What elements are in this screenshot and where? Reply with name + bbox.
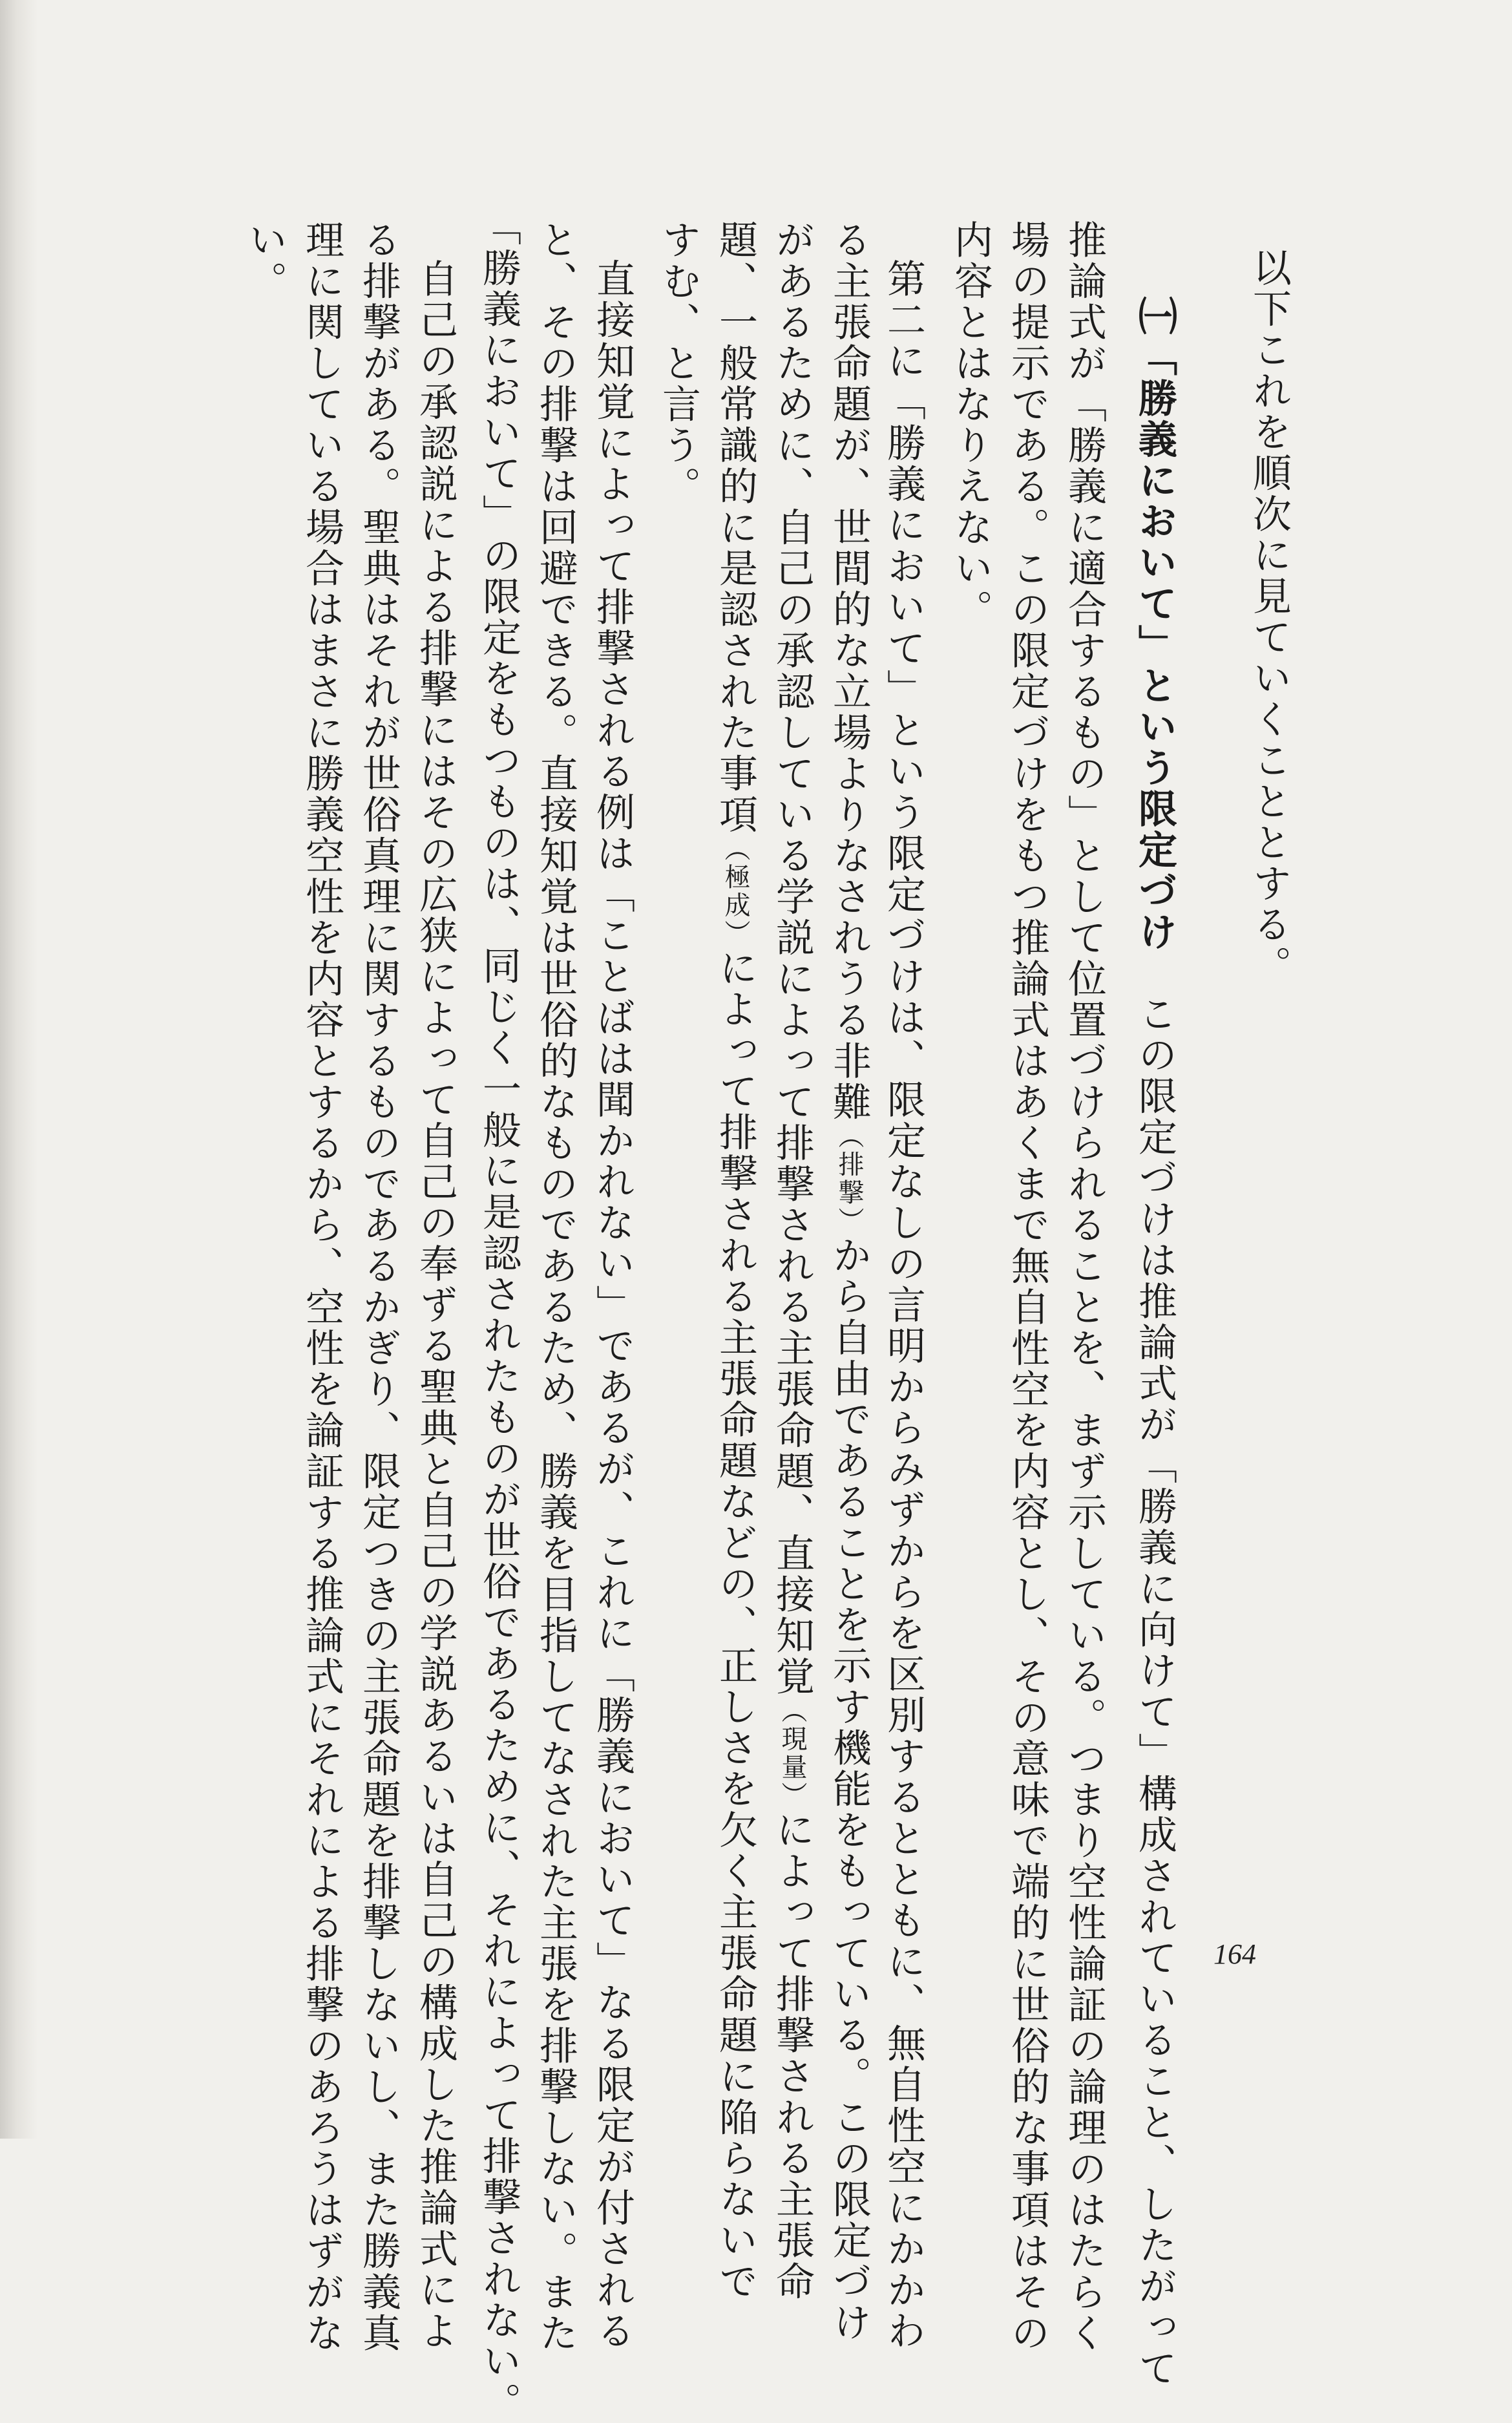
section-heading [1132,296,1177,953]
section-title: 「勝義において」という限定づけ [1132,337,1177,953]
section-number: ㈠ [1132,296,1177,337]
col7-part-a: る主張命題が、世間的な立場よりなされうる非難 [826,220,872,1123]
text-column-1: 以下これを順次に見ていくこととする。 [1246,248,1292,986]
section-body: この限定づけは推論式が「勝義に向けて」構成されていること、したがって [1132,953,1177,2389]
note-haigeki: （排撃） [834,1123,864,1235]
text-column-16: 理に関している場合はまさに勝義空性を内容とするから、空性を論証する推論式にそれによる排撃のあろうはずがな [299,220,344,2354]
text-column-10: すむ、と言う。 [656,220,701,507]
text-column-4: 場の提示である。この限定づけをもつ推論式はあくまで無自性空を内容とし、その意味で端的に世俗的な事項はその [1005,220,1050,2354]
text-column-14: 自己の承認説による排撃にはその広狭によって自己の奉ずる聖典と自己の学説あるいは自己の構成した推論式によ [413,259,458,2352]
page-number: 164 [1213,1938,1256,1970]
col7-part-b: から自由であることを示す機能をもっている。この限定づけ [826,1235,872,2344]
col9-part-b: によって排撃される主張命題などの、正しさを欠く主張命題に陥らないで [713,947,758,2302]
col9-part-a: 題、一般常識的に是認された事項 [713,220,758,836]
text-column-9 [707,220,764,2302]
text-column-12: と、その排撃は回避できる。直接知覚は世俗的なものであるため、勝義を目指してなされた主張を排撃しない。また [533,220,578,2354]
note-gokujo: （極成） [720,835,750,948]
text-column-13: 「勝義において」の限定をもつものは、同じく一般に是認されたものが世俗であるために、それによって排撃されない。 [476,207,521,2423]
text-column-8 [764,220,821,2302]
text-column-17: い。 [242,220,288,302]
col8-part-b: によって排撃される主張命 [770,1810,815,2302]
text-column-15: る排撃がある。聖典はそれが世俗真理に関するものであるかぎり、限定つきの主張命題を排撃しないし、また勝義真 [356,220,401,2354]
scan-edge-shadow [0,0,37,2139]
text-column-5: 内容とはなりえない。 [948,220,993,630]
col8-part-a: があるために、自己の承認している学説によって排撃される主張命題、直接知覚 [770,220,815,1697]
text-column-11: 直接知覚によって排撃される例は「ことばは聞かれない」であるが、これに「勝義において」なる限定が付される [590,259,635,2352]
text-column-3: 推論式が「勝義に適合するもの」として位置づけられることを、まず示している。つまり空性論証の論理のはたらく [1062,220,1107,2354]
text-column-6: 第二に「勝義において」という限定づけは、限定なしの言明からみずからを区別するとともに、無自性空にかかわ [881,259,926,2352]
text-column-7 [821,220,877,2344]
section-heading-column [1126,296,1183,2389]
note-genryo: （現量） [777,1697,807,1810]
